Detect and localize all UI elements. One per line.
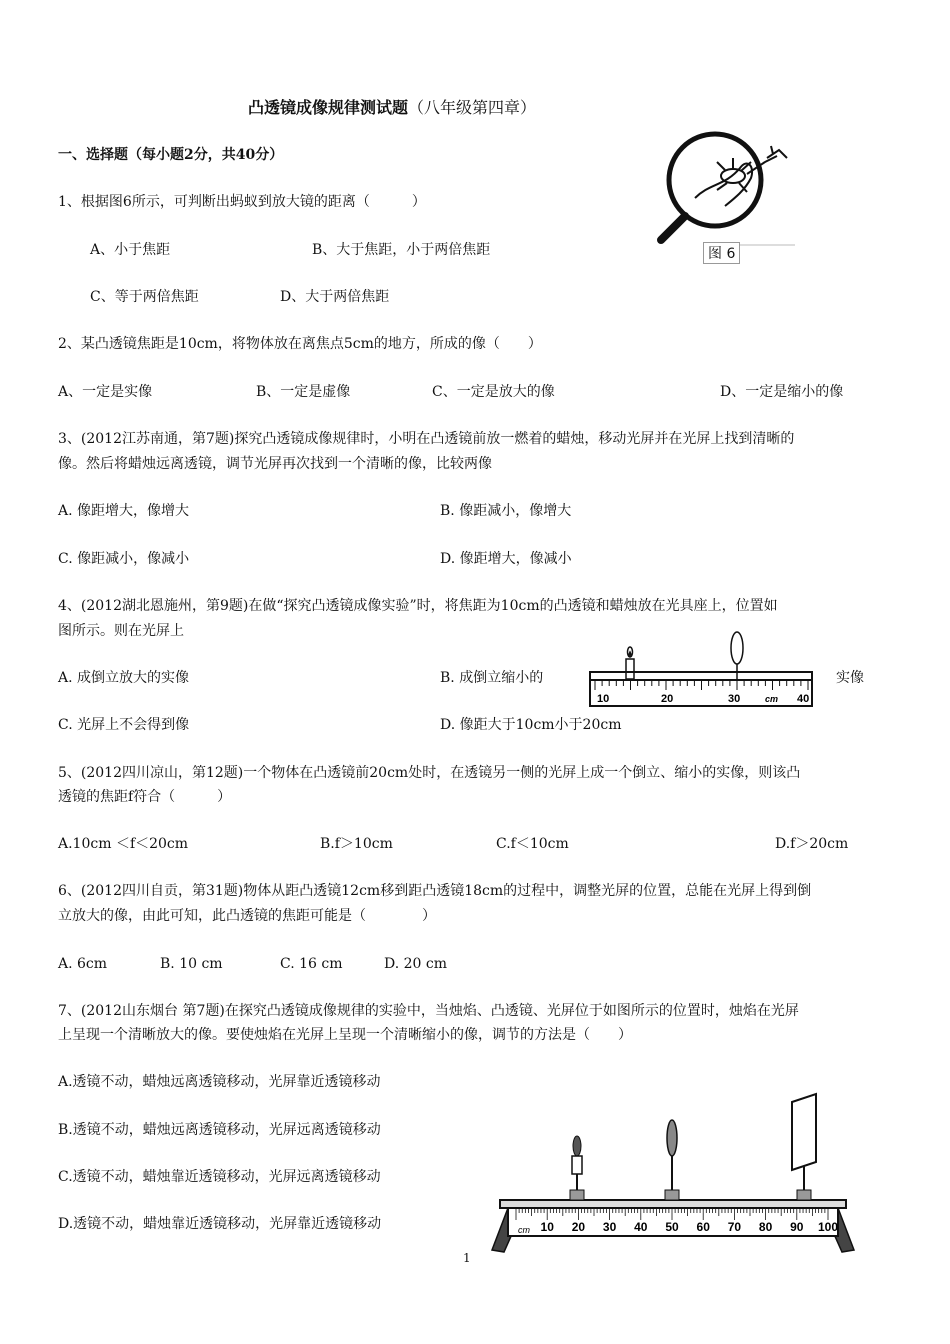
- q2-option-a: A、一定是实像: [58, 384, 153, 400]
- q3-stem-line1: 3、(2012江苏南通，第7题)探究凸透镜成像规律时，小明在凸透镜前放一燃着的蜡烛，移动光屏并在光屏上找到清晰的: [58, 431, 795, 447]
- q1-option-b: B、大于焦距，小于两倍焦距: [312, 242, 491, 258]
- q7-stem-line1: 7、(2012山东烟台 第7题)在探究凸透镜成像规律的实验中，当烛焰、凸透镜、光屏位于如图所示的位置时，烛焰在光屏: [58, 1003, 799, 1019]
- bench-tick-label: 70: [727, 1220, 742, 1234]
- ruler-tick-label: 30: [728, 693, 741, 705]
- bench-tick-label: 20: [571, 1220, 586, 1234]
- bench-tick-label: 100: [817, 1220, 839, 1234]
- bench-candle: [570, 1136, 584, 1200]
- q6-stem-line1: 6、(2012四川自贡，第31题)物体从距凸透镜12cm移到距凸透镜18cm的过程中，调整光屏的位置，总能在光屏上得到倒: [58, 883, 812, 899]
- q2-option-d: D、一定是缩小的像: [720, 384, 844, 400]
- bench-screen: [792, 1094, 816, 1200]
- section-heading: 一、选择题（每小题2分，共40分）: [58, 147, 284, 163]
- q1-option-a: A、小于焦距: [90, 242, 171, 258]
- q7-stem-line2: 上呈现一个清晰放大的像。要使烛焰在光屏上呈现一个清晰缩小的像，调节的方法是（ ）: [58, 1027, 632, 1043]
- q5-stem-line1: 5、(2012四川凉山，第12题)一个物体在凸透镜前20cm处时，在透镜另一侧的光屏上成一个倒立、缩小的实像，则该凸: [58, 765, 801, 781]
- q3-option-a: A. 像距增大，像增大: [58, 503, 190, 519]
- ruler-tick-label: cm: [765, 694, 779, 704]
- q1-option-d: D、大于两倍焦距: [280, 289, 390, 305]
- bench-tick-label: 50: [665, 1220, 679, 1234]
- q4-stem-line2: 图所示。则在光屏上: [58, 623, 184, 639]
- q2-option-b: B、一定是虚像: [256, 384, 351, 400]
- ant-legs: [717, 156, 777, 192]
- title-sub: （八年级第四章）: [408, 98, 537, 117]
- q3-stem-line2: 像。然后将蜡烛远离透镜，调节光屏再次找到一个清晰的像，比较两像: [58, 456, 492, 472]
- q5-option-d: D.f＞20cm: [775, 836, 849, 852]
- bench-rail-top: [500, 1200, 846, 1208]
- q5-option-c: C.f＜10cm: [496, 836, 569, 852]
- page-title: [248, 98, 536, 118]
- q4-option-d: D. 像距大于10cm小于20cm: [440, 717, 622, 733]
- q7-option-a: A.透镜不动，蜡烛远离透镜移动，光屏靠近透镜移动: [58, 1074, 381, 1090]
- magnifier-figure: [655, 128, 800, 253]
- bench-tick-label: 80: [758, 1220, 773, 1234]
- q2-option-c: C、一定是放大的像: [432, 384, 555, 400]
- bench-unit-label: cm: [518, 1225, 530, 1235]
- q4-option-b-tail: 实像: [836, 670, 864, 686]
- q3-option-d: D. 像距增大，像减小: [440, 551, 572, 567]
- q1-option-c: C、等于两倍焦距: [90, 289, 199, 305]
- q6-stem-line2: 立放大的像，由此可知，此凸透镜的焦距可能是（ ）: [58, 908, 436, 924]
- magnifier-lens: [669, 134, 761, 226]
- q7-option-d: D.透镜不动，蜡烛靠近透镜移动，光屏靠近透镜移动: [58, 1216, 382, 1232]
- bench-tick-label: 90: [790, 1220, 804, 1234]
- q5-stem-line2: 透镜的焦距f符合（ ）: [58, 789, 232, 805]
- ruler-tick-label: 40: [797, 693, 810, 705]
- candle: [626, 647, 634, 679]
- magnifier-handle: [661, 216, 685, 240]
- q3-option-c: C. 像距减小，像减小: [58, 551, 190, 567]
- q3-option-b: B. 像距减小，像增大: [440, 503, 572, 519]
- figure-6-label: 图 6: [703, 242, 740, 264]
- optical-bench-ruler: [585, 630, 817, 710]
- q5-option-b: B.f＞10cm: [320, 836, 393, 852]
- q2-stem: 2、某凸透镜焦距是10cm，将物体放在离焦点5cm的地方，所成的像（ ）: [58, 336, 542, 352]
- title-main: 凸透镜成像规律测试题: [248, 98, 409, 117]
- q4-option-a: A. 成倒立放大的实像: [58, 670, 190, 686]
- q4-option-b: B. 成倒立缩小的: [440, 670, 544, 686]
- q6-option-b: B. 10 cm: [160, 956, 223, 972]
- q1-stem: 1、根据图6所示，可判断出蚂蚁到放大镜的距离（ ）: [58, 194, 426, 210]
- bench-lens: [665, 1120, 679, 1200]
- ruler-tick-label: 20: [661, 693, 674, 705]
- q4-stem-line1: 4、(2012湖北恩施州，第9题)在做“探究凸透镜成像实验”时，将焦距为10cm的凸透镜和蜡烛放在光具座上，位置如: [58, 598, 778, 614]
- bench-tick-label: 60: [696, 1220, 710, 1234]
- q6-option-a: A. 6cm: [58, 956, 108, 972]
- page-number: 1: [463, 1251, 471, 1265]
- q6-option-d: D. 20 cm: [384, 956, 448, 972]
- ruler-tick-label: 10: [597, 693, 610, 705]
- q6-option-c: C. 16 cm: [280, 956, 343, 972]
- bench-tick-label: 40: [634, 1220, 648, 1234]
- q4-option-c: C. 光屏上不会得到像: [58, 717, 190, 733]
- optical-bench-figure: [486, 1090, 861, 1258]
- q7-option-c: C.透镜不动，蜡烛靠近透镜移动，光屏远离透镜移动: [58, 1169, 381, 1185]
- q7-option-b: B.透镜不动，蜡烛远离透镜移动，光屏远离透镜移动: [58, 1122, 381, 1138]
- bench-tick-label: 30: [602, 1220, 617, 1234]
- bench-tick-label: 10: [540, 1220, 554, 1234]
- q5-option-a: A.10cm ＜f＜20cm: [58, 836, 189, 852]
